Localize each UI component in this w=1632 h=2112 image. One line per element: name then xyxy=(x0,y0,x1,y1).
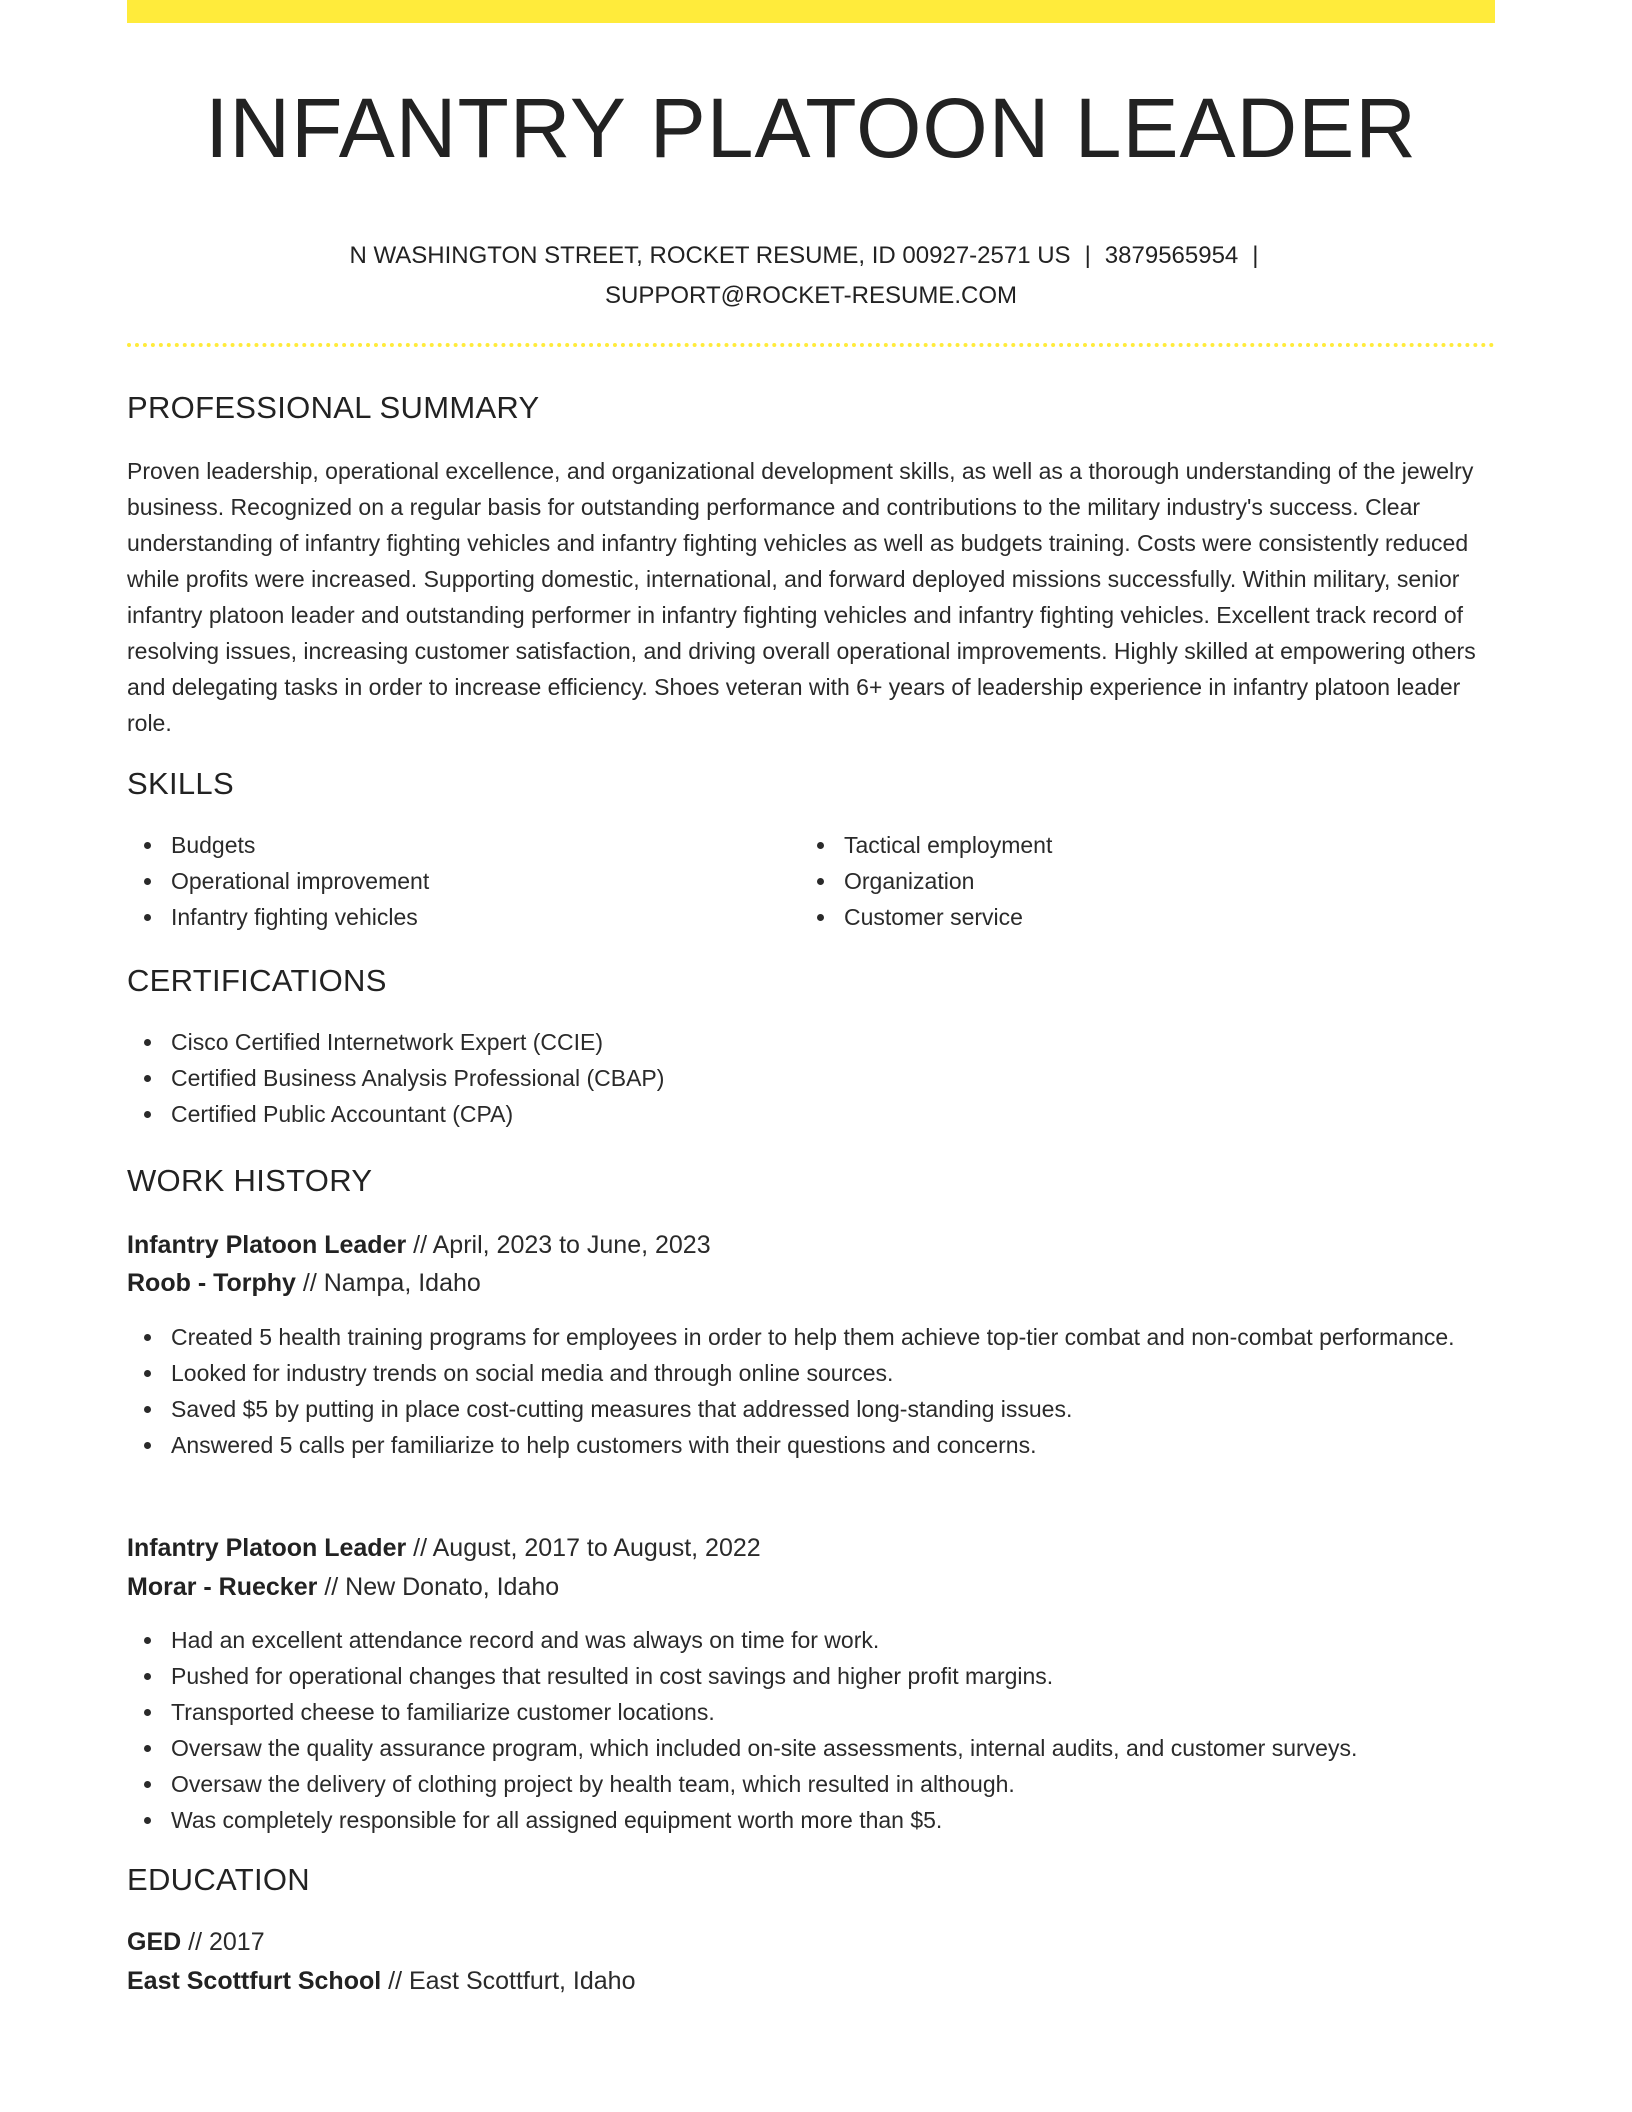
job-location: // Nampa, Idaho xyxy=(302,1269,481,1297)
job-dates: // April, 2023 to June, 2023 xyxy=(413,1231,711,1259)
certification-item: Certified Business Analysis Professional (CBAP) xyxy=(127,1060,1495,1096)
education-year: // 2017 xyxy=(188,1928,265,1956)
skill-item: Infantry fighting vehicles xyxy=(127,899,777,935)
skills-heading: SKILLS xyxy=(127,766,234,801)
job-location: // New Donato, Idaho xyxy=(324,1573,560,1601)
education-school-line xyxy=(127,1962,636,2000)
dotted-divider xyxy=(127,343,1495,347)
degree: GED xyxy=(127,1928,182,1956)
address: N WASHINGTON STREET, ROCKET RESUME, ID 00927-2571 US xyxy=(349,242,1071,269)
skill-item: Operational improvement xyxy=(127,863,777,899)
education-degree-line xyxy=(127,1923,265,1961)
job-company: Morar - Ruecker xyxy=(127,1573,318,1601)
skills-list-left xyxy=(127,827,777,935)
job-company: Roob - Torphy xyxy=(127,1269,296,1297)
summary-text: Proven leadership, operational excellence, and organizational development skills, as well as a thorough understanding of the jewelry business. Recognized on a regular basis for outstanding performance and contributions to the military industry's success. Clear understanding of infantry fighting vehicles and infantry fighting vehicles as well as budgets training. Costs were consistently reduced while profits were increased. Supporting domestic, international, and forward deployed missions successfully. Within military, senior infantry platoon leader and outstanding performer in infantry fighting vehicles and infantry fighting vehicles. Excellent track record of resolving issues, increasing customer satisfaction, and driving overall operational improvements. Highly skilled at empowering others and delegating tasks in order to increase efficiency. Shoes veteran with 6+ years of leadership experience in infantry platoon leader role. xyxy=(127,458,1476,736)
school-location: // East Scottfurt, Idaho xyxy=(388,1967,636,1995)
job-bullet: Created 5 health training programs for employees in order to help them achieve top-tier combat and non-combat performance. xyxy=(127,1319,1495,1355)
job-bullet: Transported cheese to familiarize customer locations. xyxy=(127,1694,1495,1730)
job-dates: // August, 2017 to August, 2022 xyxy=(413,1534,761,1562)
certifications-heading: CERTIFICATIONS xyxy=(127,963,387,998)
job-bullets xyxy=(127,1319,1495,1463)
job-bullet: Pushed for operational changes that resulted in cost savings and higher profit margins. xyxy=(127,1658,1495,1694)
job-bullet: Saved $5 by putting in place cost-cutting measures that addressed long-standing issues. xyxy=(127,1391,1495,1427)
contact-info xyxy=(127,236,1495,316)
certification-item: Certified Public Accountant (CPA) xyxy=(127,1096,1495,1132)
summary-heading: PROFESSIONAL SUMMARY xyxy=(127,390,540,425)
job-title: Infantry Platoon Leader xyxy=(127,1534,407,1562)
job-bullet: Was completely responsible for all assigned equipment worth more than $5. xyxy=(127,1802,1495,1838)
contact-line-2 xyxy=(127,276,1495,316)
email[interactable]: SUPPORT@ROCKET-RESUME.COM xyxy=(605,282,1017,309)
contact-line-1 xyxy=(127,236,1495,276)
job-company-line xyxy=(127,1264,481,1302)
job-title-line xyxy=(127,1529,761,1567)
separator: | xyxy=(1252,242,1259,269)
skill-item: Budgets xyxy=(127,827,777,863)
certification-item: Cisco Certified Internetwork Expert (CCIE) xyxy=(127,1024,1495,1060)
education-heading: EDUCATION xyxy=(127,1862,310,1897)
job-bullet: Looked for industry trends on social media and through online sources. xyxy=(127,1355,1495,1391)
resume-name: INFANTRY PLATOON LEADER xyxy=(205,81,1417,175)
job-bullet: Answered 5 calls per familiarize to help customers with their questions and concerns. xyxy=(127,1427,1495,1463)
top-accent-bar xyxy=(127,0,1495,23)
certifications-list xyxy=(127,1024,1495,1132)
job-bullet: Oversaw the delivery of clothing project by health team, which resulted in although. xyxy=(127,1766,1495,1802)
job-title: Infantry Platoon Leader xyxy=(127,1231,407,1259)
job-bullets xyxy=(127,1622,1495,1838)
job-company-line xyxy=(127,1568,559,1606)
skill-item: Organization xyxy=(800,863,1450,899)
job-bullet: Oversaw the quality assurance program, which included on-site assessments, internal audits, and customer surveys. xyxy=(127,1730,1495,1766)
separator: | xyxy=(1084,242,1091,269)
skill-item: Customer service xyxy=(800,899,1450,935)
skills-list-right xyxy=(800,827,1450,935)
job-bullet: Had an excellent attendance record and was always on time for work. xyxy=(127,1622,1495,1658)
work-history-heading: WORK HISTORY xyxy=(127,1163,373,1198)
phone[interactable]: 3879565954 xyxy=(1104,242,1239,269)
job-title-line xyxy=(127,1226,711,1264)
school: East Scottfurt School xyxy=(127,1967,382,1995)
skill-item: Tactical employment xyxy=(800,827,1450,863)
